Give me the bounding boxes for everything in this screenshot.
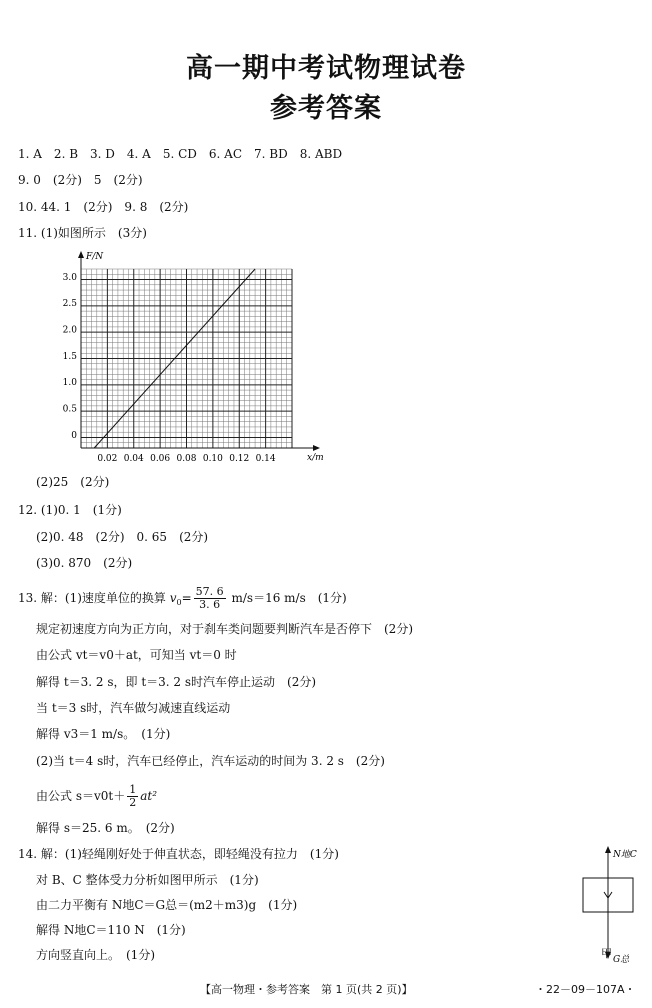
q13-fraction	[194, 586, 226, 611]
q14-line4: 解得 N地C＝110 N (1分)	[36, 923, 186, 937]
x-axis-label: x/m	[307, 453, 324, 463]
q12-line2: (2)0. 48 (2分) 0. 65 (2分)	[36, 530, 209, 544]
y-axis-label: F/N	[86, 252, 104, 262]
q13-head: 13. 解：(1)速度单位的换算	[18, 591, 166, 605]
q11-part1: 11. (1)如图所示 (3分)	[18, 226, 147, 240]
y-tick-label: 1.0	[62, 378, 77, 389]
chart-tick-labels	[63, 273, 276, 464]
q13-v0: v	[169, 591, 177, 605]
q13-l8-fraction	[127, 784, 138, 809]
q13-v0-sub: 0	[176, 598, 182, 607]
q13-line7: (2)当 t＝4 s时，汽车已经停止，汽车运动的时间为 3. 2 s (2分)	[36, 754, 385, 768]
footer-code: ・22－09－107A・	[535, 983, 636, 996]
q14-line3: 由二力平衡有 N地C＝G总＝(m2＋m3)g (1分)	[36, 898, 298, 912]
gravity-label: G总	[613, 955, 630, 965]
q13-rest: m/s＝16 m/s (1分)	[231, 591, 347, 605]
q13-line9: 解得 s＝25. 6 m。 (2分)	[36, 821, 175, 835]
y-tick-label: 1.5	[62, 351, 77, 362]
force-extension-chart	[55, 250, 335, 470]
x-tick-label: 0.06	[150, 454, 171, 464]
q13-line3: 由公式 vt＝v0＋at，可知当 vt＝0 时	[36, 648, 237, 662]
q10-answer: 10. 44. 1 (2分) 9. 8 (2分)	[18, 200, 189, 214]
x-tick-label: 0.02	[97, 454, 118, 464]
q13-l8-den: 2	[129, 796, 137, 809]
y-tick-label: 2.0	[62, 325, 77, 336]
q12-line1: 12. (1)0. 1 (1分)	[18, 503, 122, 517]
q13-l8-post: at²	[140, 789, 158, 803]
q14-line1: 14. 解：(1)轻绳刚好处于伸直状态，即轻绳没有拉力 (1分)	[18, 847, 339, 861]
x-axis-arrow-icon	[313, 445, 320, 451]
q14-line2: 对 B、C 整体受力分析如图甲所示 (1分)	[36, 873, 259, 887]
q13-line2: 规定初速度方向为正方向，对于刹车类问题要判断汽车是否停下 (2分)	[36, 622, 414, 636]
q12-line3: (3)0. 870 (2分)	[36, 556, 133, 570]
y-axis-arrow-icon	[78, 251, 84, 258]
q13-line8	[36, 784, 157, 809]
q13-l8-num: 1	[129, 783, 137, 796]
figure-caption: 甲	[601, 947, 612, 960]
choice-answers: 1. A 2. B 3. D 4. A 5. CD 6. AC 7. BD 8. ABD	[18, 147, 343, 161]
q13-line5: 当 t＝3 s时，汽车做匀减速直线运动	[36, 701, 231, 715]
arrow-up-icon	[605, 846, 611, 853]
y-tick-label: 0	[71, 430, 77, 441]
q11-part2: (2)25 (2分)	[36, 475, 110, 489]
page-subtitle: 参考答案	[270, 93, 382, 124]
y-tick-label: 2.5	[62, 299, 77, 310]
q9-answer: 9. 0 (2分) 5 (2分)	[18, 173, 143, 187]
y-tick-label: 0.5	[62, 404, 77, 415]
page-title: 高一期中考试物理试卷	[186, 53, 466, 84]
normal-force-label: N地C	[613, 850, 637, 860]
x-tick-label: 0.08	[176, 454, 197, 464]
x-tick-label: 0.10	[202, 454, 223, 464]
x-tick-label: 0.12	[229, 454, 250, 464]
x-tick-label: 0.04	[123, 454, 144, 464]
q13-l8-pre: 由公式 s＝v0t＋	[36, 789, 126, 803]
x-tick-label: 0.14	[255, 454, 276, 464]
q14-line5: 方向竖直向上。 (1分)	[36, 948, 155, 962]
q13-line4: 解得 t＝3. 2 s，即 t＝3. 2 s时汽车停止运动 (2分)	[36, 675, 317, 689]
footer-page-info: 【高一物理・参考答案 第 1 页(共 2 页)】	[200, 983, 413, 996]
q13-line1	[18, 586, 347, 611]
q13-frac-num: 57. 6	[195, 585, 224, 598]
y-tick-label: 3.0	[62, 272, 77, 283]
q13-frac-den: 3. 6	[199, 598, 221, 611]
q13-line6: 解得 v3＝1 m/s。 (1分)	[36, 727, 171, 741]
q13-eq: =	[181, 591, 192, 605]
